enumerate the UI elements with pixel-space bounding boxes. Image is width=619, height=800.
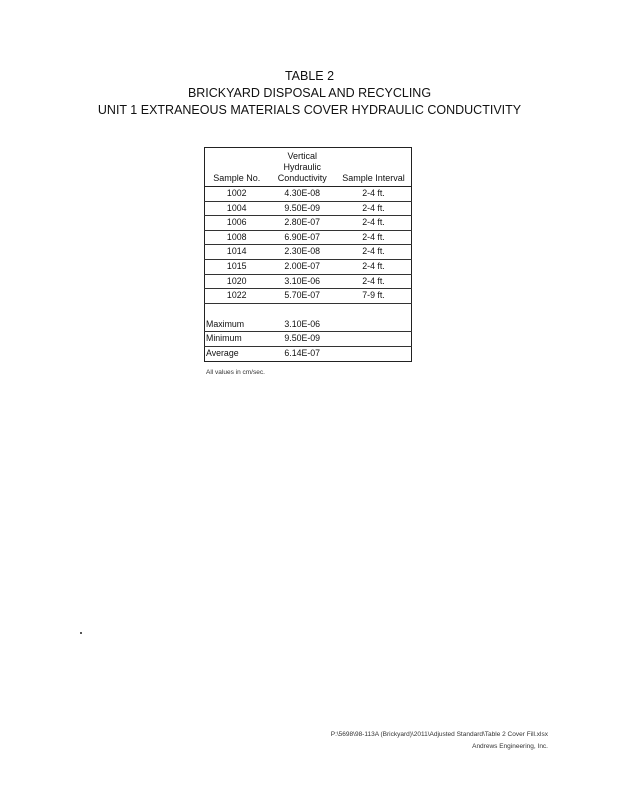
interval-cell: 2-4 ft. bbox=[336, 230, 412, 245]
conductivity-cell: 5.70E-07 bbox=[268, 289, 336, 304]
conductivity-table bbox=[204, 147, 412, 362]
table-subject: UNIT 1 EXTRANEOUS MATERIALS COVER HYDRAULIC CONDUCTIVITY bbox=[97, 103, 522, 117]
conductivity-cell: 2.00E-07 bbox=[268, 259, 336, 274]
header-sample-no bbox=[205, 148, 269, 187]
sample-no-cell: 1020 bbox=[205, 274, 269, 289]
document-footer bbox=[331, 729, 548, 753]
stat-label: Minimum bbox=[205, 332, 269, 347]
table-row bbox=[205, 274, 412, 289]
stat-row-minimum bbox=[205, 332, 412, 347]
interval-cell: 7-9 ft. bbox=[336, 289, 412, 304]
file-path: P:\5698\98-113A (Brickyard)\2011\Adjusted Standard\Table 2 Cover Fill.xlsx bbox=[330, 731, 548, 738]
sample-no-cell: 1022 bbox=[205, 289, 269, 304]
conductivity-cell: 3.10E-06 bbox=[268, 274, 336, 289]
stat-value: 3.10E-06 bbox=[268, 318, 336, 332]
sample-no-cell: 1002 bbox=[205, 187, 269, 202]
table-row bbox=[205, 187, 412, 202]
table-number: TABLE 2 bbox=[284, 69, 335, 83]
header-sample-interval bbox=[336, 148, 412, 187]
header-conductivity-line2: Hydraulic bbox=[283, 162, 321, 172]
sample-no-cell: 1006 bbox=[205, 216, 269, 231]
stat-label: Maximum bbox=[205, 318, 269, 332]
sample-no-cell: 1004 bbox=[205, 201, 269, 216]
interval-cell: 2-4 ft. bbox=[336, 259, 412, 274]
table-row bbox=[205, 230, 412, 245]
conductivity-cell: 2.80E-07 bbox=[268, 216, 336, 231]
interval-cell: 2-4 ft. bbox=[336, 187, 412, 202]
interval-cell: 2-4 ft. bbox=[336, 245, 412, 260]
header-conductivity-line1: Vertical bbox=[287, 151, 317, 161]
stat-value: 9.50E-09 bbox=[268, 332, 336, 347]
table-row bbox=[205, 216, 412, 231]
table-row bbox=[205, 289, 412, 304]
stat-row-maximum bbox=[205, 318, 412, 332]
sample-no-cell: 1008 bbox=[205, 230, 269, 245]
header-interval-label: Sample Interval bbox=[342, 173, 405, 183]
table-row bbox=[205, 245, 412, 260]
stray-mark bbox=[80, 632, 82, 634]
interval-cell: 2-4 ft. bbox=[336, 201, 412, 216]
company-name: Andrews Engineering, Inc. bbox=[472, 743, 548, 750]
header-conductivity-line3: Conductivity bbox=[277, 173, 327, 183]
table-row bbox=[205, 259, 412, 274]
conductivity-cell: 9.50E-09 bbox=[268, 201, 336, 216]
conductivity-cell: 4.30E-08 bbox=[268, 187, 336, 202]
facility-name: BRICKYARD DISPOSAL AND RECYCLING bbox=[187, 86, 432, 100]
header-conductivity bbox=[268, 148, 336, 187]
table-header-row bbox=[205, 148, 412, 187]
conductivity-table-container bbox=[204, 147, 412, 362]
interval-cell: 2-4 ft. bbox=[336, 216, 412, 231]
table-row bbox=[205, 201, 412, 216]
header-sample-label: Sample No. bbox=[213, 173, 261, 183]
stat-row-average bbox=[205, 346, 412, 361]
interval-cell: 2-4 ft. bbox=[336, 274, 412, 289]
units-note: All values in cm/sec. bbox=[206, 369, 265, 376]
sample-no-cell: 1015 bbox=[205, 259, 269, 274]
conductivity-cell: 2.30E-08 bbox=[268, 245, 336, 260]
conductivity-cell: 6.90E-07 bbox=[268, 230, 336, 245]
table-spacer-row bbox=[205, 303, 412, 318]
stat-label: Average bbox=[206, 347, 239, 358]
stat-value: 6.14E-07 bbox=[284, 347, 321, 358]
table-title-block bbox=[0, 68, 619, 119]
sample-no-cell: 1014 bbox=[205, 245, 269, 260]
